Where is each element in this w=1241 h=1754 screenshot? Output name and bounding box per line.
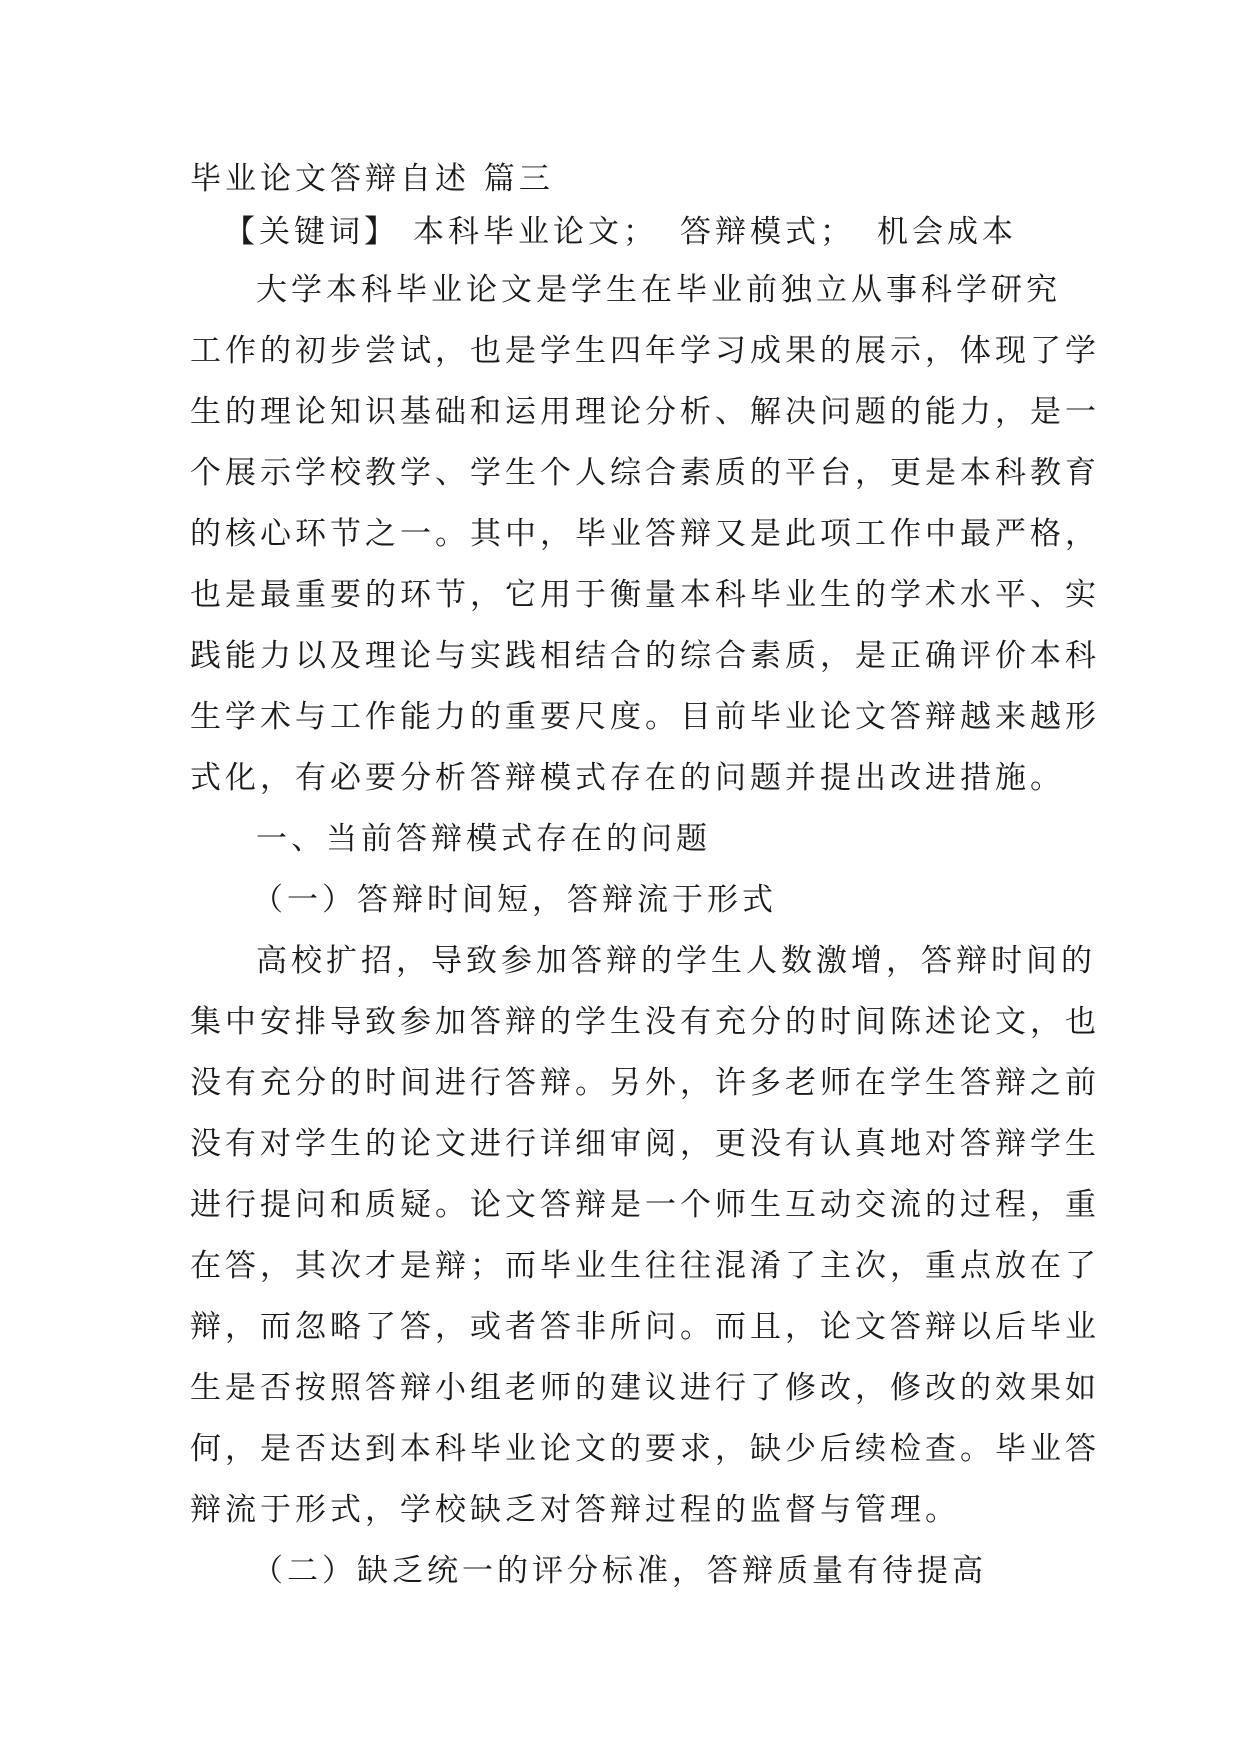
paragraph-line: 集中安排导致参加答辩的学生没有充分的时间陈述论文，也 [190,1004,1100,1040]
subsection-heading: （二）缺乏统一的评分标准，答辩质量有待提高 [252,1553,987,1589]
paragraph-line: 高校扩招，导致参加答辩的学生人数激增，答辩时间的 [256,943,1096,979]
paragraph-line: 践能力以及理论与实践相结合的综合素质，是正确评价本科 [190,638,1100,674]
paragraph-line: 进行提问和质疑。论文答辩是一个师生互动交流的过程，重 [190,1187,1100,1223]
keyword-item: 机会成本 [877,214,1017,250]
paragraph-line: 生是否按照答辩小组老师的建议进行了修改，修改的效果如 [190,1370,1100,1406]
keyword-item: 本科毕业论文； [413,214,658,250]
paragraph-line: 生学术与工作能力的重要尺度。目前毕业论文答辩越来越形 [190,699,1100,735]
paragraph-line: 生的理论知识基础和运用理论分析、解决问题的能力，是一 [190,394,1100,430]
paragraph-line: 也是最重要的环节，它用于衡量本科毕业生的学术水平、实 [190,577,1100,613]
paragraph-intro [190,260,1100,809]
paragraph-problem-1 [190,931,1100,1541]
paragraph-line: 的核心环节之一。其中，毕业答辩又是此项工作中最严格， [190,516,1100,552]
keywords-label: 【关键词】 [224,214,399,250]
paragraph-line: 没有充分的时间进行答辩。另外，许多老师在学生答辩之前 [190,1065,1100,1101]
document-body [190,154,1100,1602]
paragraph-line: 没有对学生的论文进行详细审阅，更没有认真地对答辩学生 [190,1126,1100,1162]
section-heading: 一、当前答辩模式存在的问题 [256,821,711,857]
paragraph-line: 工作的初步尝试，也是学生四年学习成果的展示，体现了学 [190,333,1100,369]
paragraph-line: 辩，而忽略了答，或者答非所问。而且，论文答辩以后毕业 [190,1309,1100,1345]
paragraph-line: 大学本科毕业论文是学生在毕业前独立从事科学研究 [256,272,1061,308]
paragraph-line: 式化，有必要分析答辩模式存在的问题并提出改进措施。 [190,760,1065,796]
paragraph-line: 辩流于形式，学校缺乏对答辩过程的监督与管理。 [190,1492,960,1528]
paragraph-line: 在答，其次才是辩；而毕业生往往混淆了主次，重点放在了 [190,1248,1100,1284]
keyword-item: 答辩模式； [680,214,855,250]
subsection-heading: （一）答辩时间短，答辩流于形式 [252,882,777,918]
paragraph-line: 何，是否达到本科毕业论文的要求，缺少后续检查。毕业答 [190,1431,1100,1467]
document-title: 毕业论文答辩自述 篇三 [190,161,554,197]
keywords-line [190,204,1064,260]
paragraph-line: 个展示学校教学、学生个人综合素质的平台，更是本科教育 [190,455,1100,491]
